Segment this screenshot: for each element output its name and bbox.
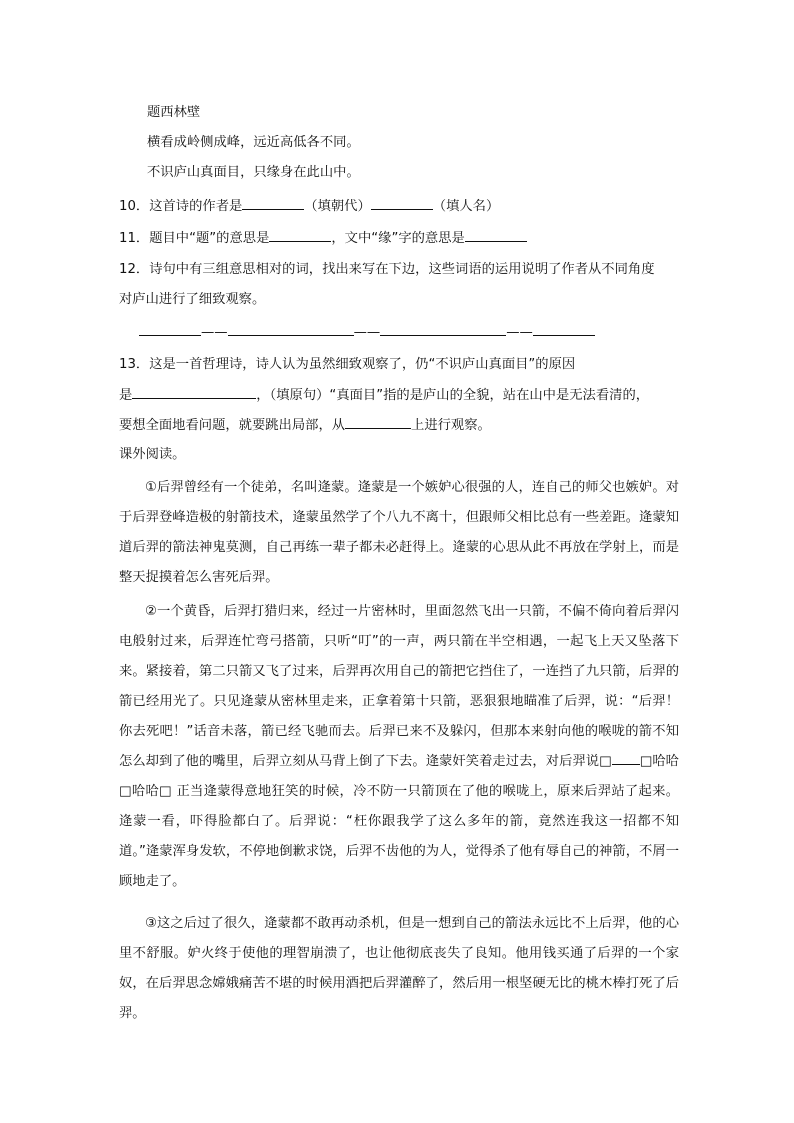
q10-suffix: （填人名） [432,199,500,214]
q10-mid: （填朝代） [304,199,371,214]
q11-blank-yuan[interactable] [465,229,527,242]
q13-prefix: 是 [119,388,133,403]
q11-blank-ti[interactable] [269,229,331,242]
reading-paragraph-2 [119,597,679,897]
poem-title: 题西林壁 [147,105,201,120]
reading-paragraph-3: ③这之后过了很久，逄蒙都不敢再动杀机，但是一想到自己的箭法永远比不上后羿，他的心里不舒服。妒火终于使他的理智崩溃了，也让他彻底丧失了良知。他用钱买通了后羿的一个家奴，在后羿思念嫦娥痛苦不堪的时候用酒把后羿灌醉了，然后用一根坚硬无比的桃木棒打死了后羿。 [119,916,679,1021]
question-12-line-1: 12．诗句中有三组意思相对的词，找出来写在下边，这些词语的运用说明了作者从不同角度 [119,262,655,277]
poem-line-1: 横看成岭侧成峰，远近高低各不同。 [147,135,360,150]
q13-suffix: ，（填原句）“真面目”指的是庐山的全貌，站在山中是无法看清的， [256,388,650,403]
question-12-answer-row [139,323,699,342]
q11-mid: ，文中“缘”字的意思是 [331,231,465,246]
q12-dash-2: —— [353,325,381,340]
q12-dash-3: —— [506,325,533,340]
question-12-line-2: 对庐山进行了细致观察。 [119,292,266,307]
reading-paragraph-1: ①后羿曾经有一个徒弟，名叫逄蒙。逄蒙是一个嫉妒心很强的人，连自己的师父也嫉妒。对于后羿登峰造极的射箭技术，逄蒙虽然学了个八九不离十，但跟师父相比总有一些差距。逄蒙知道后羿的箭法神鬼莫测，自己再练一辈子都未必赶得上。逄蒙的心思从此不再放在学射上，而是整天捉摸着怎么害死后羿。 [119,480,679,585]
q12-blank-3[interactable] [380,323,506,336]
p2-box: □ [599,754,612,769]
q10-blank-author[interactable] [371,197,433,210]
reading-heading: 课外阅读。 [119,447,186,462]
q12-dash-1: —— [201,325,228,340]
p2-laugh: □哈哈□哈哈□ [119,754,679,799]
question-13-line-1: 13．这是一首哲理诗，诗人认为虽然细致观察了，仍“不识庐山真面目”的原因 [119,357,576,372]
question-11 [119,229,679,248]
p2-text-b: 正当逄蒙得意地狂笑的时候，冷不防一只箭顶在了他的喉咙上，原来后羿站了起来。逄蒙一看，吓得脸都白了。后羿说：“枉你跟我学了这么多年的箭，竟然连我这一招都不知道。”逄蒙浑身发软，不停地倒歉求饶，后羿不齿他的为人，觉得杀了他有辱自己的神箭，不屑一顾地走了。 [119,784,679,889]
q12-blank-2[interactable] [228,323,354,336]
q13-line3-suffix: 上进行观察。 [411,418,491,433]
question-13-line-3 [119,416,679,435]
question-13-line-2 [119,386,679,405]
q12-blank-4[interactable] [533,323,595,336]
poem-line-2: 不识庐山真面目，只缘身在此山中。 [147,165,360,180]
q13-blank-original[interactable] [132,386,256,399]
p2-text-a: ②一个黄昏，后羿打猎归来，经过一片密林时，里面忽然飞出一只箭，不偏不倚向着后羿闪电般射过来，后羿连忙弯弓搭箭，只听“叮”的一声，两只箭在半空相遇，一起飞上天又坠落下来。紧接着，第二只箭又飞了过来，后羿再次用自己的箭把它挡住了，一连挡了九只箭，后羿的箭已经用光了。只见逄蒙从密林里走来，正拿着第十只箭，恶狠狠地瞄准了后羿，说：“后羿！你去死吧！”话音未落，箭已经飞驰而去。后羿已来不及躲闪，但那本来射向他的喉咙的箭不知怎么却到了他的嘴里，后羿立刻从马背上倒了下去。逄蒙奸笑着走过去，对后羿说 [119,604,679,769]
q10-blank-dynasty[interactable] [242,197,304,210]
question-10 [119,197,679,216]
q11-prefix: 11．题目中“题”的意思是 [119,231,270,246]
q13-blank-perspective[interactable] [345,416,411,429]
p2-blank[interactable] [612,752,640,765]
q12-blank-1[interactable] [139,323,201,336]
q10-prefix: 10．这首诗的作者是 [119,199,243,214]
q13-line3-prefix: 要想全面地看问题，就要跳出局部，从 [119,418,346,433]
